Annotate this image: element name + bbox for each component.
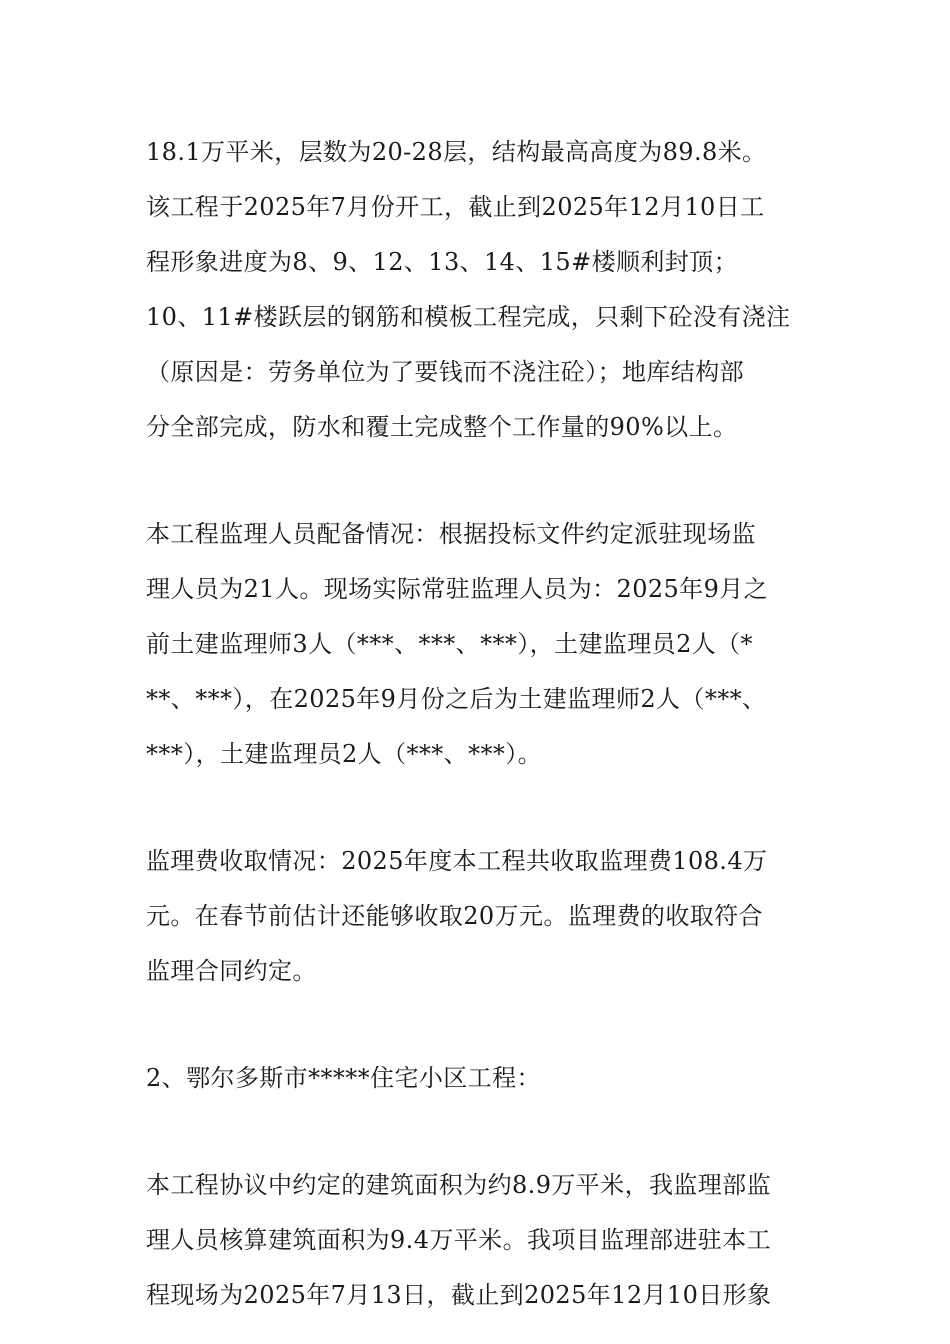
paragraph-fees [146,834,826,999]
document-body [146,125,826,1323]
text-line: **、***），在2025年9月份之后为土建监理师2人（***、 [146,685,767,713]
text-line: 监理费收取情况：2025年度本工程共收取监理费108.4万 [146,847,768,875]
text-line: 元。在春节前估计还能够收取20万元。监理费的收取符合 [146,902,763,930]
text-line: 该工程于2025年7月份开工，截止到2025年12月10日工 [146,193,765,221]
section-heading [146,1051,826,1106]
text-line: 理人员核算建筑面积为9.4万平米。我项目监理部进驻本工 [146,1226,771,1254]
text-line: 10、11#楼跃层的钢筋和模板工程完成，只剩下砼没有浇注 [146,303,791,331]
text-line: ***），土建监理员2人（***、***）。 [146,740,543,768]
text-line: 分全部完成，防水和覆土完成整个工作量的90%以上。 [146,413,738,441]
paragraph-gap [146,999,826,1051]
paragraph-gap [146,455,826,507]
paragraph-gap [146,782,826,834]
text-line: 本工程协议中约定的建筑面积为约8.9万平米，我监理部监 [146,1171,771,1199]
paragraph-gap [146,1106,826,1158]
text-line: 前土建监理师3人（***、***、***），土建监理员2人（* [146,630,753,658]
paragraph-project-progress [146,125,826,455]
text-line: 18.1万平米，层数为20-28层，结构最高高度为89.8米。 [146,138,767,166]
text-line: 程形象进度为8、9、12、13、14、15#楼顺利封顶； [146,248,739,276]
paragraph-staffing [146,507,826,782]
text-line: 监理合同约定。 [146,957,317,985]
text-line: （原因是：劳务单位为了要钱而不浇注砼）；地库结构部 [146,358,744,386]
paragraph-second-project [146,1158,826,1323]
text-line: 程现场为2025年7月13日，截止到2025年12月10日形象 [146,1281,772,1309]
heading-line: 2、鄂尔多斯市*****住宅小区工程： [146,1064,541,1092]
text-line: 本工程监理人员配备情况：根据投标文件约定派驻现场监 [146,520,756,548]
text-line: 理人员为21人。现场实际常驻监理人员为：2025年9月之 [146,575,769,603]
